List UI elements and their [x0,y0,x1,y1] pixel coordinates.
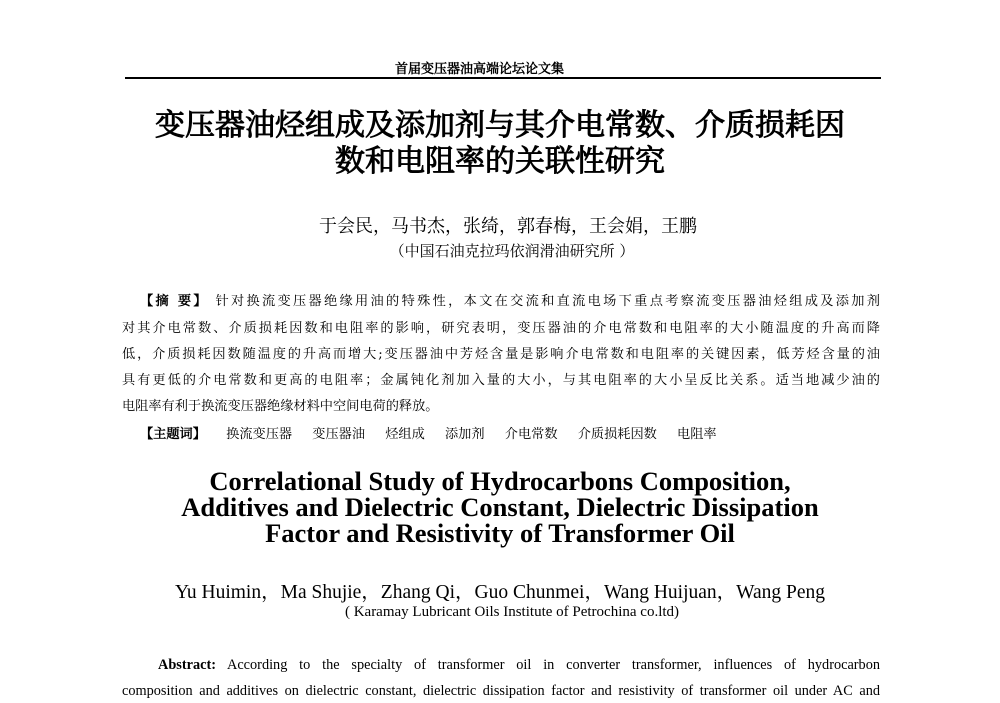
cn-title-line-2: 数和电阻率的关联性研究 [335,144,665,179]
keyword: 变压器油 [312,427,366,442]
keyword: 介质损耗因数 [577,427,657,442]
en-title-line-1: Correlational Study of Hydrocarbons Composition, [209,466,791,496]
en-abstract-line-2: composition and additives on dielectric constant, dielectric dissipation factor and resistivity of transformer oil under AC and [122,683,880,699]
en-affiliation: ( Karamay Lubricant Oils Institute of Petrochina co.ltd) [344,604,680,620]
cn-keywords-label: 【主题词】 [140,427,206,442]
en-abstract-label: Abstract: [158,657,216,673]
cn-abstract-line-2: 对其介电常数、介质损耗因数和电阻率的影响，研究表明，变压器油的介电常数和电阻率的大小随温度的升高而降 [122,321,880,336]
keyword: 换流变压器 [226,427,293,442]
cn-abstract-label: 【摘 要】 [140,294,209,309]
header-rule [125,77,881,79]
keyword: 电阻率 [677,427,717,442]
cn-abstract-line-4: 具有更低的介电常数和更高的电阻率；金属钝化剂加入量的大小，与其电阻率的大小呈反比关系。适当地减少油的 [122,373,880,388]
cn-abstract-line-5: 电阻率有利于换流变压器绝缘材料中空间电荷的释放。 [122,399,439,414]
en-title-line-2: Additives and Dielectric Constant, Dielectric Dissipation [181,492,819,522]
cn-title-line-1: 变压器油烃组成及添加剂与其介电常数、介质损耗因 [155,108,845,143]
cn-authors: 于会民，马书杰，张绮，郭春梅，王会娟，王鹏 [319,216,697,237]
keyword: 添加剂 [445,427,485,442]
cn-abstract-line-1 [140,292,880,312]
cn-keywords [140,423,733,442]
en-abstract-text: According to the specialty of transformer oil in converter transformer, influences of hydrocarbon [227,657,880,673]
keyword: 烃组成 [385,427,425,442]
en-authors: Yu Huimin，Ma Shujie，Zhang Qi，Guo Chunmei，Wang Huijuan，Wang Peng [174,582,826,603]
running-header: 首届变压器油高端论坛论文集 [395,62,565,77]
cn-affiliation: （中国石油克拉玛依润滑油研究所 ） [389,242,635,260]
keyword: 介电常数 [504,427,558,442]
cn-abstract-line-3: 低，介质损耗因数随温度的升高而增大;变压器油中芳烃含量是影响介电常数和电阻率的关键因素，低芳烃含量的油 [122,347,880,362]
en-abstract-line-1 [158,657,880,674]
cn-abstract-text: 针对换流变压器绝缘用油的特殊性，本文在交流和直流电场下重点考察流变压器油烃组成及添加剂 [215,294,880,309]
en-title-line-3: Factor and Resistivity of Transformer Oil [265,518,735,548]
